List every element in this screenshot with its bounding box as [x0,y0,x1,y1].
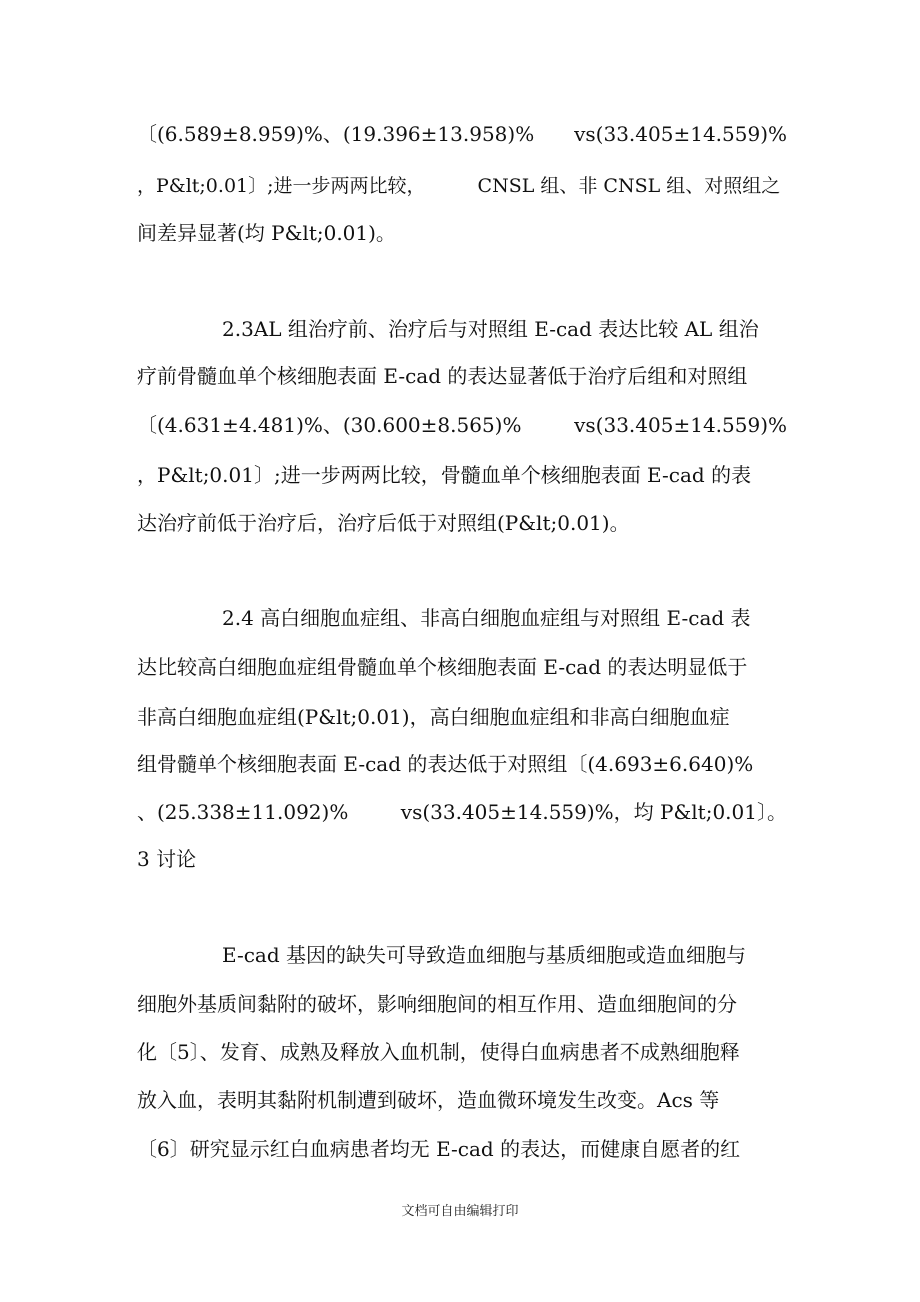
text-line: 2.3AL 组治疗前、治疗后与对照组 E-cad 表达比较 AL 组治 [222,317,759,341]
text-line: 〔6〕研究显示红白血病患者均无 E-cad 的表达，而健康自愿者的红 [137,1137,741,1161]
text-line: 间差异显著(均 P&lt;0.01)。 [137,221,396,245]
text-segment: 、(25.338±11.092)% [137,800,349,824]
text-line [137,797,787,827]
text-line: 达治疗前低于治疗后，治疗后低于对照组(P&lt;0.01)。 [137,511,630,535]
text-line: ，P&lt;0.01〕;进一步两两比较，骨髓血单个核细胞表面 E-cad 的表 [137,463,752,487]
text-segment: CNSL 组、非 CNSL 组、对照组之 [477,175,781,197]
text-line: 非高白细胞血症组(P&lt;0.01)，高白细胞血症组和非高白细胞血症 [137,705,730,729]
text-line: 2.4 高白细胞血症组、非高白细胞血症组与对照组 E-cad 表 [222,606,751,630]
section-heading: 3 讨论 [137,847,197,871]
text-line: 疗前骨髓血单个核细胞表面 E-cad 的表达显著低于治疗后组和对照组 [137,364,748,388]
text-segment: vs(33.405±14.559)% [574,122,787,146]
text-line [137,171,787,201]
page-footer: 文档可自由编辑打印 [401,1204,519,1219]
text-line: E-cad 基因的缺失可导致造血细胞与基质细胞或造血细胞与 [222,943,747,967]
text-segment: vs(33.405±14.559)%，均 P&lt;0.01〕。 [400,800,787,824]
text-segment: 〔(4.631±4.481)%、(30.600±8.565)% [137,413,522,437]
text-segment: vs(33.405±14.559)% [574,413,787,437]
text-line [137,410,787,440]
text-line: 化〔5〕、发育、成熟及释放入血机制，使得白血病患者不成熟细胞释 [137,1040,740,1064]
text-line: 放入血，表明其黏附机制遭到破坏，造血微环境发生改变。Acs 等 [137,1088,720,1112]
text-segment: ，P&lt;0.01〕;进一步两两比较， [137,175,426,197]
text-segment: 〔(6.589±8.959)%、(19.396±13.958)% [137,122,535,146]
text-line [137,119,787,149]
text-line: 达比较高白细胞血症组骨髓血单个核细胞表面 E-cad 的表达明显低于 [137,655,748,679]
text-line: 组骨髓单个核细胞表面 E-cad 的表达低于对照组〔(4.693±6.640)% [137,752,754,776]
text-line: 细胞外基质间黏附的破坏，影响细胞间的相互作用、造血细胞间的分 [137,992,737,1016]
